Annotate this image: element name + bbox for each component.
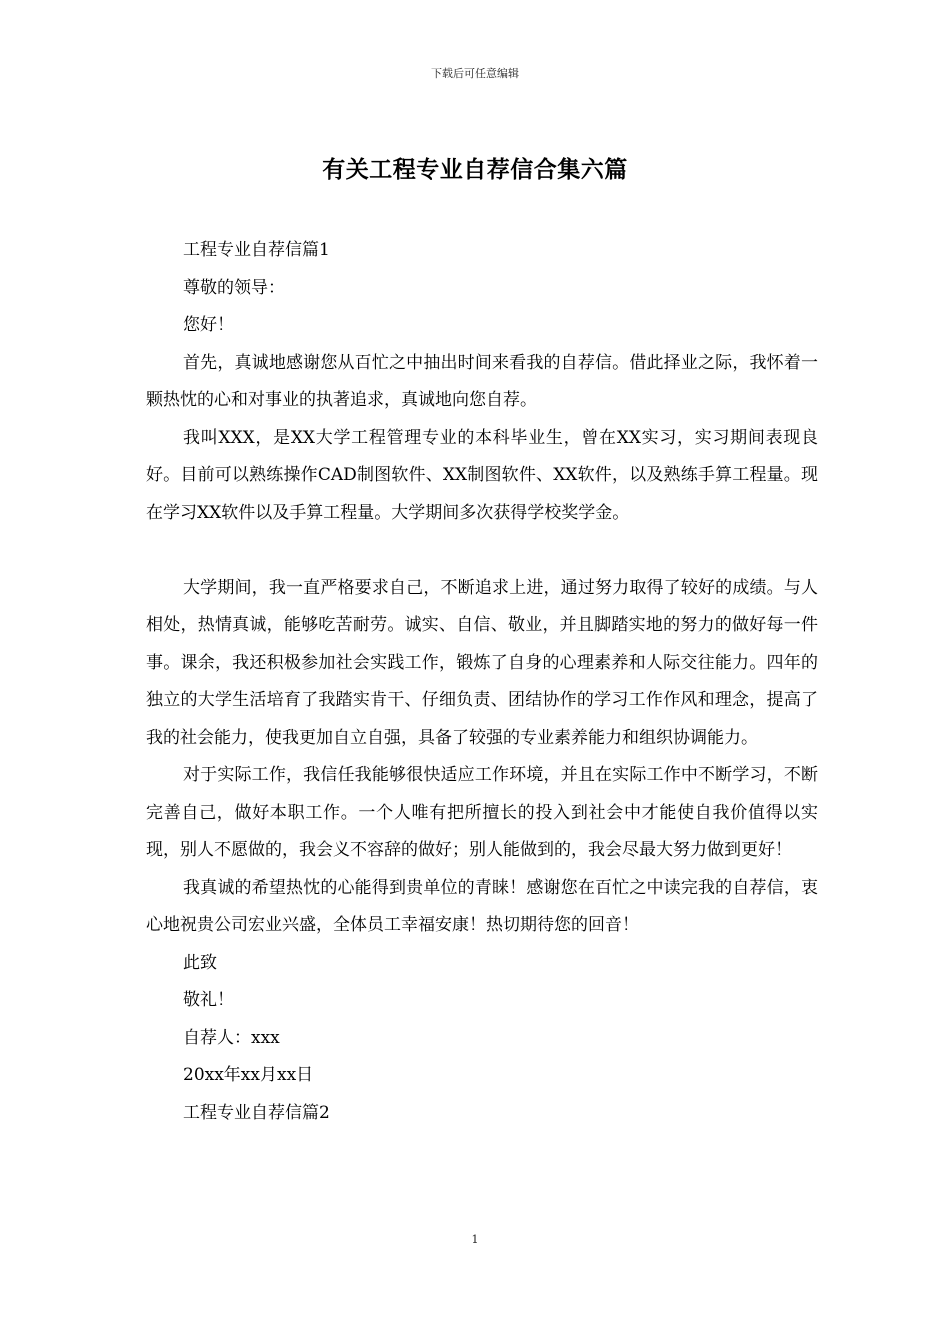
body-paragraph: 首先，真诚地感谢您从百忙之中抽出时间来看我的自荐信。借此择业之际，我怀着一颗热忱的心和对事业的执著追求，真诚地向您自荐。 [146, 352, 818, 410]
closing-regards: 敬礼！ [183, 990, 234, 1010]
closing-line: 此致 [183, 952, 217, 973]
greeting: 您好！ [183, 315, 234, 335]
paragraph-spacer [146, 532, 818, 570]
document-title: 有关工程专业自荐信合集六篇 [322, 156, 628, 183]
body-paragraph: 大学期间，我一直严格要求自己，不断追求上进，通过努力取得了较好的成绩。与人相处，热情真诚，能够吃苦耐劳。诚实、自信、敬业，并且脚踏实地的努力的做好每一件事。课余，我还积极参加社会实践工作，锻炼了自身的心理素养和人际交往能力。四年的独立的大学生活培育了我踏实肯干、仔细负责、团结协作的学习工作作风和理念，提高了我的社会能力，使我更加自立自强，具备了较强的专业素养能力和组织协调能力。 [146, 577, 818, 748]
body-paragraph: 我叫XXX，是XX大学工程管理专业的本科毕业生，曾在XX实习，实习期间表现良好。目前可以熟练操作CAD制图软件、XX制图软件、XX软件，以及熟练手算工程量。现在学习XX软件以及手算工程量。大学期间多次获得学校奖学金。 [146, 427, 818, 523]
body-paragraph: 我真诚的希望热忱的心能得到贵单位的青睐！感谢您在百忙之中读完我的自荐信，衷心地祝贵公司宏业兴盛，全体员工幸福安康！热切期待您的回音！ [146, 877, 818, 935]
document-body [146, 232, 818, 1132]
body-paragraph: 对于实际工作，我信任我能够很快适应工作环境，并且在实际工作中不断学习，不断完善自己，做好本职工作。一个人唯有把所擅长的投入到社会中才能使自我价值得以实现，别人不愿做的，我会义不容辞的做好；别人能做到的，我会尽最大努力做到更好！ [146, 765, 818, 860]
section-heading-2: 工程专业自荐信篇2 [183, 1102, 330, 1123]
date-line: 20xx年xx月xx日 [183, 1065, 314, 1085]
page-number: 1 [471, 1233, 479, 1246]
salutation: 尊敬的领导： [183, 277, 285, 298]
signer-line: 自荐人：xxx [183, 1027, 280, 1048]
section-heading-1: 工程专业自荐信篇1 [183, 240, 330, 260]
page-header: 下载后可任意编辑 [431, 67, 519, 80]
